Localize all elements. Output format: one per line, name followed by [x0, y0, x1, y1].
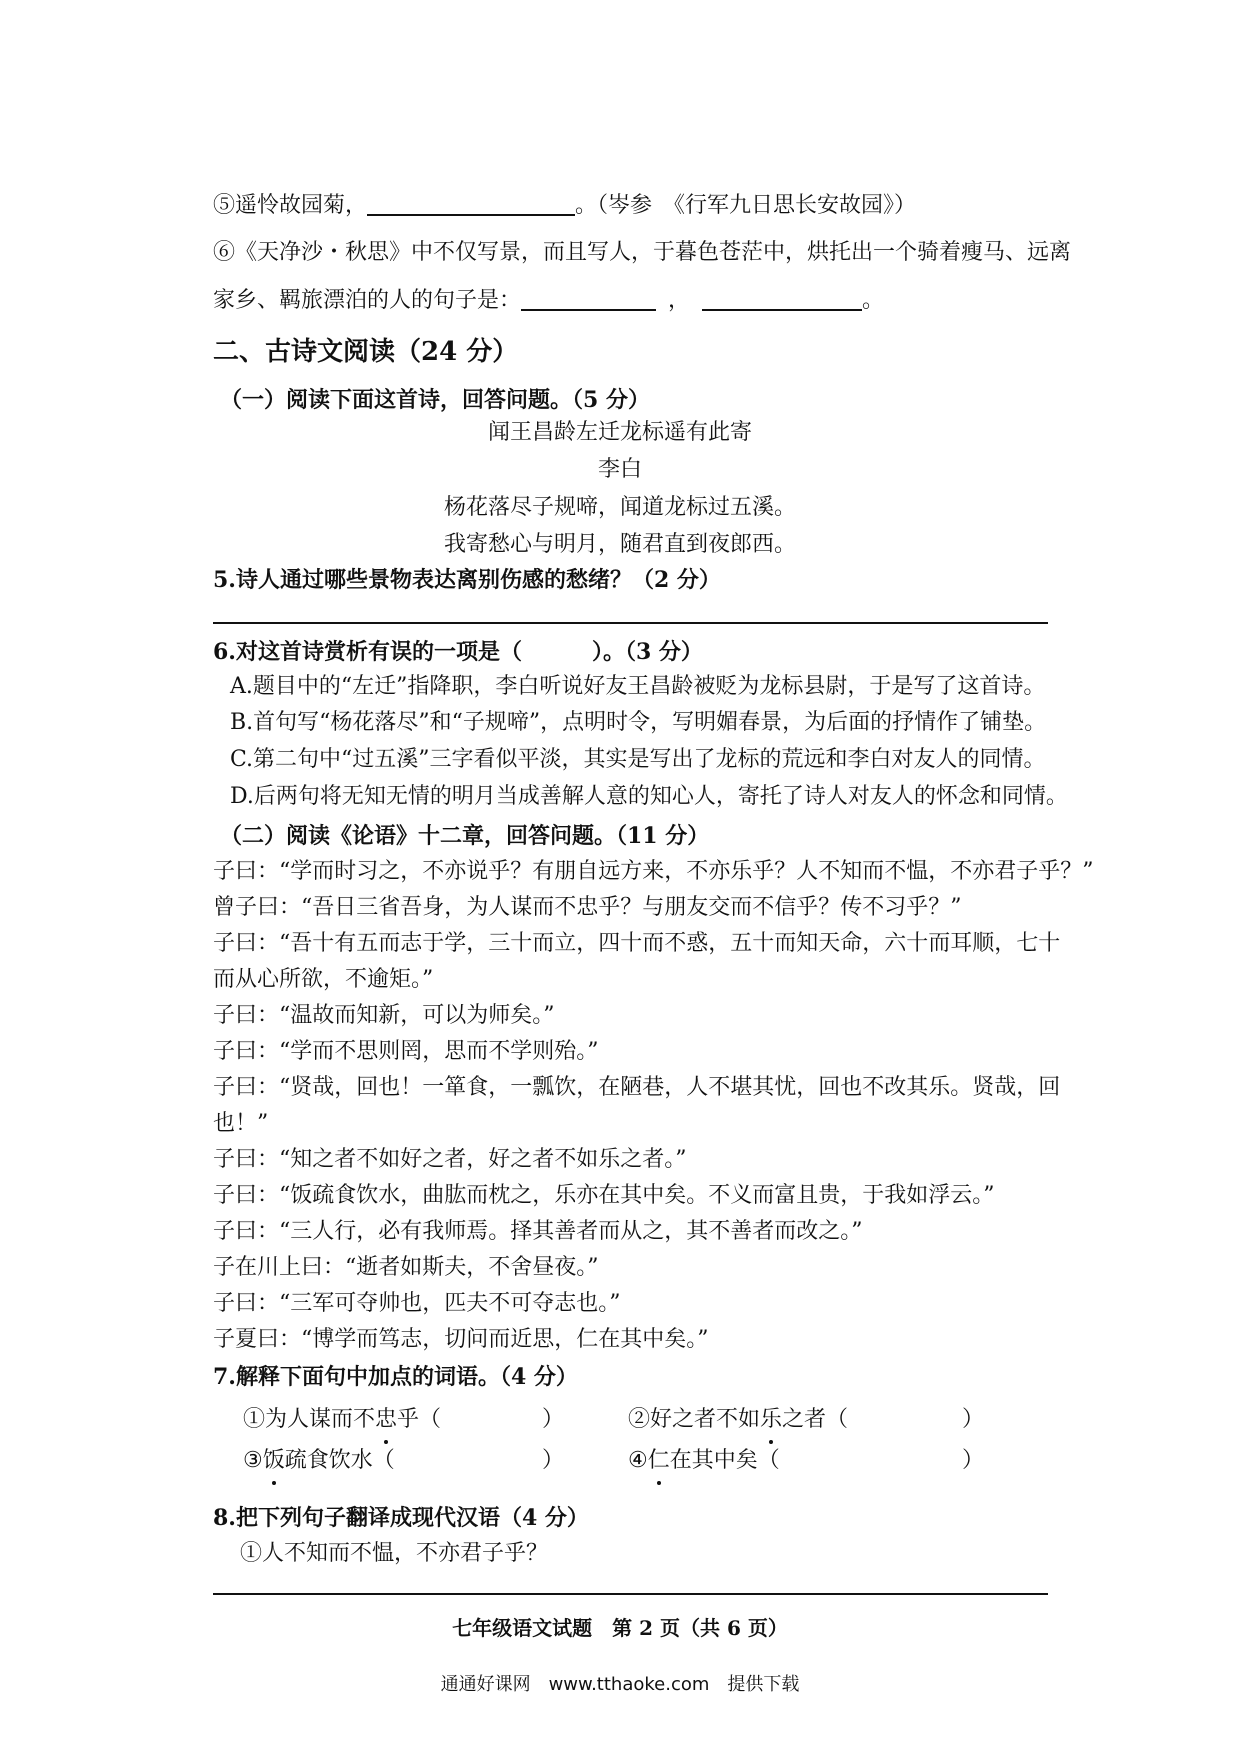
analects-line: 子曰：“温故而知新，可以为师矣。”	[213, 1003, 555, 1028]
answer-line[interactable]	[213, 622, 1048, 624]
option-b: B.首句写“杨花落尽”和“子规啼”，点明时令，写明媚春景，为后面的抒情作了铺垫。	[230, 710, 1047, 735]
question-5: 5.诗人通过哪些景物表达离别伤感的愁绪？（2 分）	[213, 567, 721, 593]
q5-text-before: ⑤遥怜故园菊，	[213, 193, 368, 218]
analects-line: 子夏曰：“博学而笃志，切问而近思，仁在其中矣。”	[213, 1327, 709, 1352]
analects-line: 子在川上曰：“逝者如斯夫，不舍昼夜。”	[213, 1255, 599, 1280]
q7-close-bracket: ）	[542, 1407, 565, 1432]
q5-text-after: 。（岑参 《行军九日思长安故园》）	[575, 193, 917, 218]
poem-title: 闻王昌龄左迁龙标遥有此寄	[487, 420, 752, 445]
poem-line: 我寄愁心与明月，随君直到夜郎西。	[443, 532, 796, 557]
analects-line: 子曰：“吾十有五而志于学，三十而立，四十而不惑，五十而知天命，六十而耳顺，七十	[213, 931, 1061, 956]
emphasized-word: 忠	[375, 1405, 397, 1435]
emphasized-word: 乐	[760, 1405, 782, 1435]
q7-close-bracket: ）	[962, 1407, 985, 1432]
part2-heading: （二）阅读《论语》十二章，回答问题。（11 分）	[220, 823, 710, 849]
question-7: 7.解释下面句中加点的词语。（4 分）	[213, 1364, 578, 1390]
q7-item-text: ③	[243, 1448, 263, 1473]
q7-close-bracket: ）	[542, 1448, 565, 1473]
page-footer: 七年级语文试题 第 2 页（共 6 页）	[452, 1616, 788, 1640]
analects-line: 子曰：“贤哉，回也！一箪食，一瓢饮，在陋巷，人不堪其忧，回也不改其乐。贤哉，回	[213, 1075, 1061, 1100]
analects-line: 子曰：“知之者不如好之者，好之者不如乐之者。”	[213, 1147, 687, 1172]
q7-item-text: ①为人谋而不	[243, 1407, 376, 1432]
q6-stem-after: ）。（3 分）	[591, 639, 703, 665]
q7-item-text: 疏食饮水（	[284, 1448, 395, 1473]
q8-item-1: ①人不知而不愠，不亦君子乎？	[240, 1541, 549, 1566]
fill-in-q5	[213, 191, 916, 221]
option-d: D.后两句将无知无情的明月当成善解人意的知心人，寄托了诗人对友人的怀念和同情。	[230, 784, 1068, 809]
poem-author: 李白	[597, 457, 642, 482]
q7-item-3	[243, 1446, 395, 1476]
q7-item-text: 乎（	[397, 1407, 442, 1432]
q7-item-1	[243, 1405, 441, 1435]
analects-line: 而从心所欲，不逾矩。”	[213, 967, 434, 992]
part1-heading: （一）阅读下面这首诗，回答问题。（5 分）	[220, 387, 650, 413]
q7-item-4	[628, 1446, 780, 1476]
q6-end: 。	[862, 288, 885, 313]
footer-rule	[213, 1593, 1048, 1595]
section-heading: 二、古诗文阅读（24 分）	[213, 337, 519, 367]
q6-separator: ，	[668, 288, 691, 313]
option-c: C.第二句中“过五溪”三字看似平淡，其实是写出了龙标的荒远和李白对友人的同情。	[230, 747, 1046, 772]
option-a: A.题目中的“左迁”指降职，李白听说好友王昌龄被贬为龙标县尉，于是写了这首诗。	[230, 674, 1046, 699]
answer-blank[interactable]	[367, 192, 575, 216]
fill-in-q6-line1: ⑥《天净沙・秋思》中不仅写景，而且写人，于暮色苍茫中，烘托出一个骑着瘦马、远离	[213, 240, 1072, 265]
analects-line: 曾子曰：“吾日三省吾身，为人谋而不忠乎？与朋友交而不信乎？传不习乎？”	[213, 895, 962, 920]
analects-line: 子曰：“三人行，必有我师焉。择其善者而从之，其不善者而改之。”	[213, 1219, 863, 1244]
q7-close-bracket: ）	[962, 1448, 985, 1473]
analects-line: 子曰：“饭疏食饮水，曲肱而枕之，乐亦在其中矣。不义而富且贵，于我如浮云。”	[213, 1183, 995, 1208]
q7-item-2	[628, 1405, 848, 1435]
emphasized-word: 仁	[648, 1446, 670, 1476]
question-6	[213, 637, 703, 667]
q7-item-text: ②好之者不如	[628, 1407, 761, 1432]
answer-blank[interactable]	[702, 287, 862, 311]
analects-line: 子曰：“学而时习之，不亦说乎？有朋自远方来，不亦乐乎？人不知而不愠，不亦君子乎？”	[213, 859, 1094, 884]
q7-item-text: 在其中矣（	[669, 1448, 780, 1473]
analects-line: 也！”	[213, 1111, 269, 1136]
fill-in-q6-line2	[213, 286, 884, 316]
poem-line: 杨花落尽子规啼，闻道龙标过五溪。	[443, 495, 796, 520]
answer-blank[interactable]	[521, 287, 656, 311]
q7-item-text: ④	[628, 1448, 648, 1473]
analects-line: 子曰：“三军可夺帅也，匹夫不可夺志也。”	[213, 1291, 621, 1316]
question-8: 8.把下列句子翻译成现代汉语（4 分）	[213, 1505, 589, 1531]
q6-text-before: 家乡、羁旅漂泊的人的句子是：	[213, 288, 522, 313]
analects-line: 子曰：“学而不思则罔，思而不学则殆。”	[213, 1039, 599, 1064]
q7-item-text: 之者（	[782, 1407, 849, 1432]
q6-stem-before: 6.对这首诗赏析有误的一项是（	[213, 639, 522, 665]
emphasized-word: 饭	[263, 1446, 285, 1476]
download-credit: 通通好课网 www.tthaoke.com 提供下载	[440, 1674, 800, 1695]
